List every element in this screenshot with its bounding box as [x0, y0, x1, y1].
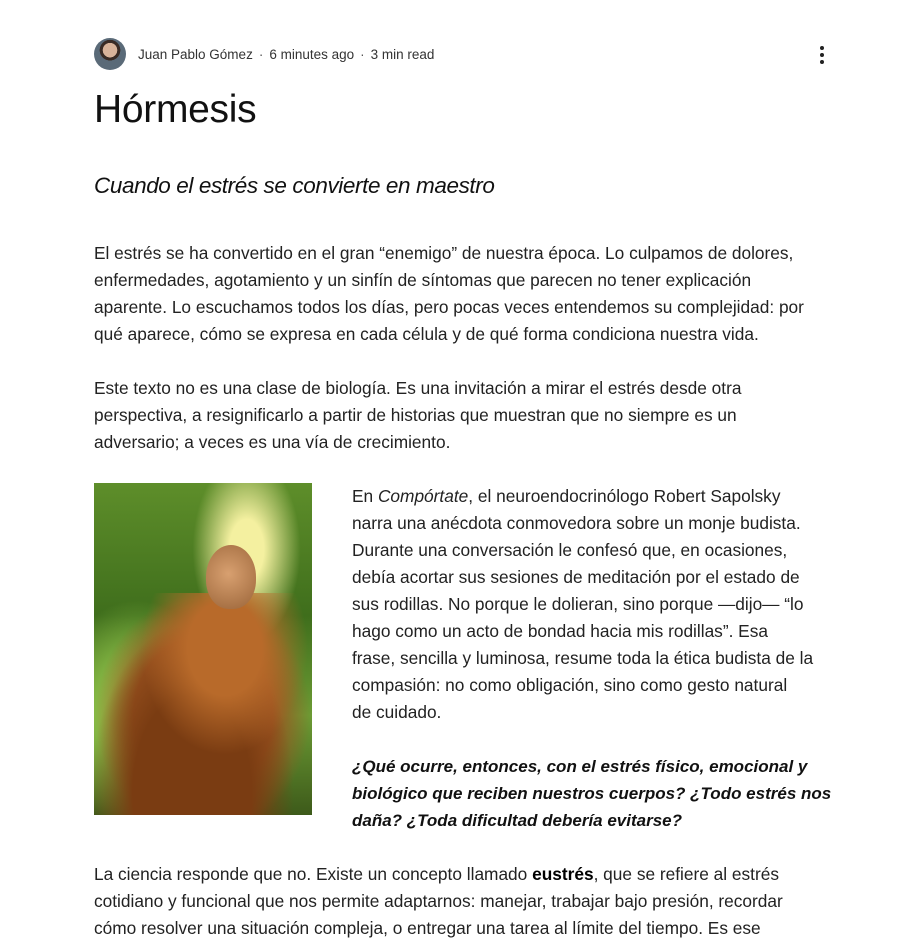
text-line: ¿Qué ocurre, entonces, con el estrés físico, emocional y [352, 757, 808, 776]
paragraph-2 [94, 375, 741, 456]
text-line: El estrés se ha convertido en el gran “enemigo” de nuestra época. Lo culpamos de dolores, [94, 243, 794, 263]
separator: · [360, 46, 365, 62]
text-line: narra una anécdota conmovedora sobre un monje budista. [352, 513, 801, 533]
text-line: cómo resolver una situación compleja, o entregar una tarea al límite del tiempo. Es ese [94, 918, 761, 938]
paragraph-4 [94, 861, 783, 942]
text: En [352, 486, 378, 506]
author-avatar[interactable] [94, 38, 126, 70]
text-line: adversario; a veces es una vía de crecimiento. [94, 432, 451, 452]
paragraph-3 [352, 483, 813, 726]
text-line: perspectiva, a resignificarlo a partir de historias que muestran que no siempre es un [94, 405, 737, 425]
text-line: daña? ¿Toda dificultad debería evitarse? [352, 811, 682, 830]
text-line: enfermedades, agotamiento y un sinfín de síntomas que parecen no tener explicación [94, 270, 752, 290]
text-line: cotidiano y funcional que nos permite adaptarnos: manejar, trabajar bajo presión, recordar [94, 891, 783, 911]
text-line: sus rodillas. No porque le dolieran, sino porque —dijo— “lo [352, 594, 804, 614]
read-time: 3 min read [370, 46, 435, 62]
book-title: Compórtate [377, 486, 469, 506]
post-meta [94, 38, 434, 70]
author-name[interactable]: Juan Pablo Gómez [138, 46, 253, 62]
text-line: Durante una conversación le confesó que, en ocasiones, [352, 540, 788, 560]
question-paragraph [352, 753, 831, 834]
separator: · [258, 46, 264, 62]
text-line: aparente. Lo escuchamos todos los días, pero pocas veces entendemos su complejidad: por [94, 297, 804, 317]
post-title: Hórmesis [94, 88, 257, 131]
text-line: de cuidado. [352, 702, 442, 722]
text: , el neuroendocrinólogo Robert Sapolsky [468, 486, 781, 506]
text: , que se refiere al estrés [593, 864, 779, 884]
text: La ciencia responde que no. Existe un concepto llamado [94, 864, 533, 884]
text-line: qué aparece, cómo se expresa en cada célula y de qué forma condiciona nuestra vida. [94, 324, 759, 344]
text-line: debía acortar sus sesiones de meditación por el estado de [352, 567, 800, 587]
text-line: frase, sencilla y luminosa, resume toda la ética budista de la [352, 648, 814, 668]
post-subtitle: Cuando el estrés se convierte en maestro [94, 173, 495, 198]
monk-meditating-image [94, 483, 312, 815]
text-line: hago como un acto de bondad hacia mis rodillas”. Esa [352, 621, 768, 641]
text-line: biológico que reciben nuestros cuerpos? ¿Todo estrés nos [352, 784, 832, 803]
bold-term: eustrés [532, 864, 594, 884]
text-line: Este texto no es una clase de biología. Es una invitación a mirar el estrés desde otra [94, 378, 742, 398]
more-vertical-icon[interactable] [812, 44, 832, 66]
text-line: compasión: no como obligación, sino como gesto natural [352, 675, 788, 695]
text-line [352, 483, 813, 510]
post-time: 6 minutes ago [269, 46, 355, 62]
text-line [94, 861, 783, 888]
paragraph-1 [94, 240, 804, 348]
